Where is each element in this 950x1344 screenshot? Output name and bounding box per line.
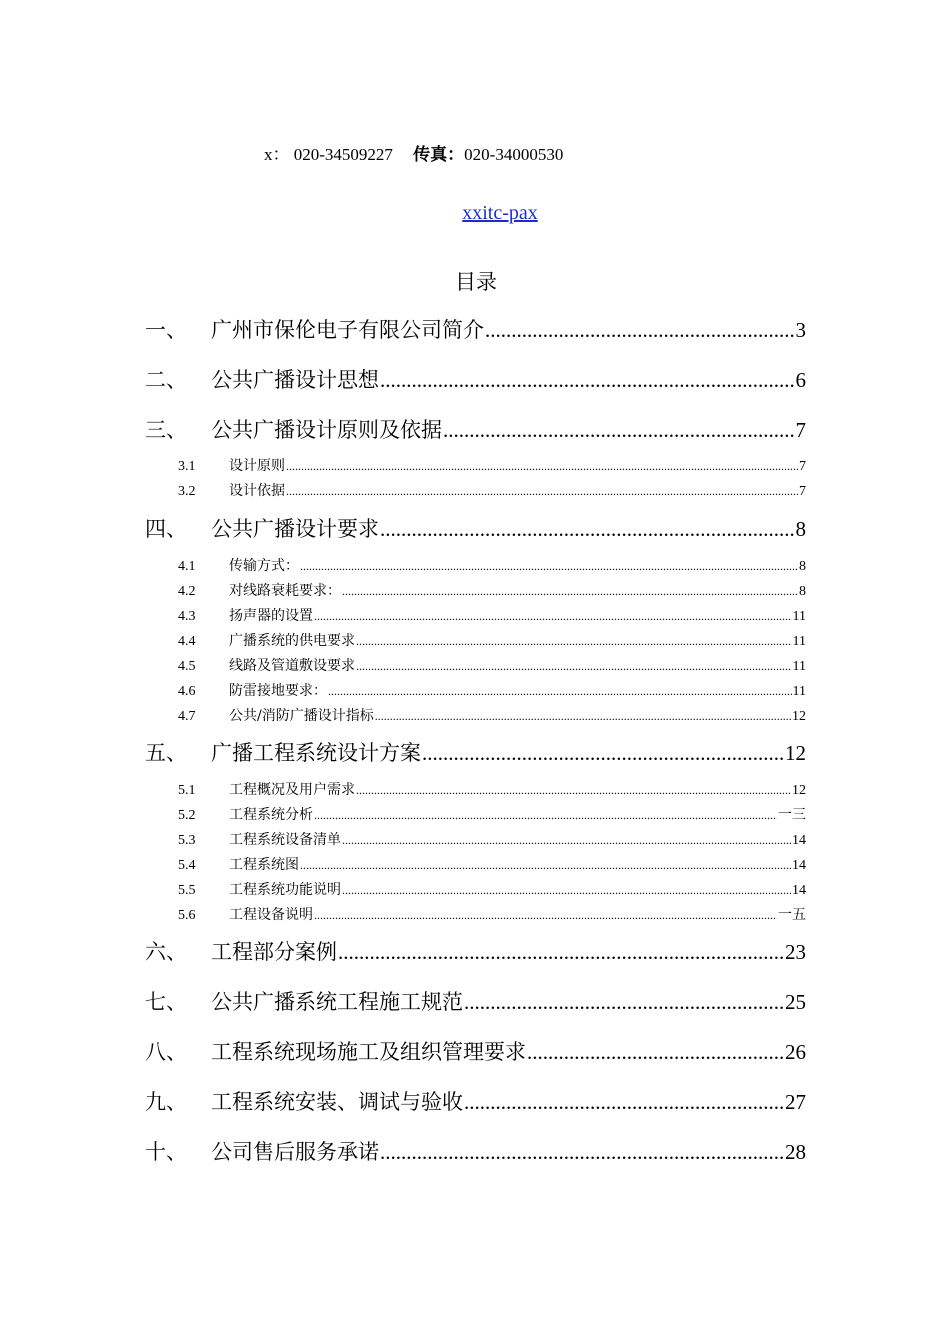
toc-subentry[interactable] [178,555,806,575]
dot-leader [380,368,795,393]
toc-entry[interactable] [145,1136,806,1166]
toc-page: 25 [785,990,806,1014]
toc-subentry[interactable] [178,829,806,849]
toc-entry[interactable] [145,737,806,767]
toc-title-text: 广播系统的供电要求 [229,633,355,649]
toc-title-text: 工程系统图 [229,857,299,873]
toc-entry[interactable] [145,414,806,444]
toc-number: 5.4 [178,858,196,873]
toc-number: 3.1 [178,459,196,474]
dot-leader [328,684,792,699]
toc-title-text: 防雷接地要求： [229,683,327,699]
toc-number: 5.3 [178,833,196,848]
toc-page: 27 [785,1090,806,1114]
toc-title-text: 公共/消防广播设计指标 [229,708,374,724]
toc-page: 8 [799,559,806,574]
toc-title-text: 设计依据 [229,483,285,499]
toc-number: 5.2 [178,808,196,823]
dot-leader [380,517,795,542]
dot-leader [356,659,792,674]
toc-number: 七、 [145,990,187,1014]
toc-page: 12 [792,709,806,724]
dot-leader [375,709,791,724]
toc-subentry[interactable] [178,705,806,725]
toc-entry[interactable] [145,1036,806,1066]
toc-number: 五、 [145,741,187,765]
toc-page: 8 [795,517,806,541]
toc-subentry[interactable] [178,655,806,675]
dot-leader [464,990,784,1015]
toc-subentry[interactable] [178,455,806,475]
dot-leader [300,559,798,574]
dot-leader [485,318,795,343]
toc-subentry[interactable] [178,779,806,799]
toc-number: 三、 [145,418,187,442]
toc-title-text: 工程系统设备清单 [229,832,341,848]
toc-subentry[interactable] [178,480,806,500]
toc-title-text: 公共广播设计思想 [211,368,379,392]
toc-title-text: 公司售后服务承诺 [211,1140,379,1164]
toc-page: 14 [792,833,806,848]
toc-page: 7 [799,484,806,499]
toc-title-text: 工程系统现场施工及组织管理要求 [211,1040,526,1064]
toc-title-text: 广播工程系统设计方案 [211,741,421,765]
dot-leader [527,1040,784,1065]
dot-leader [314,609,792,624]
toc-entry[interactable] [145,1086,806,1116]
toc-number: 5.1 [178,783,196,798]
toc-page: 7 [795,418,806,442]
toc-number: 3.2 [178,484,196,499]
toc-title-text: 工程系统安装、调试与验收 [211,1090,463,1114]
toc-number: 4.7 [178,709,196,724]
toc-page: 11 [792,684,806,699]
dot-leader [314,908,777,923]
toc-number: 4.5 [178,659,196,674]
toc-title-text: 扬声器的设置 [229,608,313,624]
toc-page: 12 [785,741,806,765]
toc-page: 26 [785,1040,806,1064]
toc-title-text: 公共广播设计原则及依据 [211,418,442,442]
toc-page: 12 [792,783,806,798]
toc-title-text: 广州市保伦电子有限公司简介 [211,318,484,342]
contact-line [264,140,563,165]
toc-page: 8 [799,584,806,599]
toc-number: 4.6 [178,684,196,699]
toc-title-text: 公共广播系统工程施工规范 [211,990,463,1014]
toc-page: 11 [792,609,806,624]
toc-page: 3 [795,318,806,342]
toc-number: 一、 [145,318,187,342]
toc-number: 4.2 [178,584,196,599]
toc-entry[interactable] [145,364,806,394]
dot-leader [342,883,791,898]
toc-page: 11 [792,634,806,649]
dot-leader [338,940,784,965]
toc-entry[interactable] [145,314,806,344]
toc-entry[interactable] [145,936,806,966]
toc-number: 二、 [145,368,187,392]
toc-number: 十、 [145,1140,187,1164]
toc-number: 5.5 [178,883,196,898]
toc-number: 4.3 [178,609,196,624]
toc-number: 八、 [145,1040,187,1064]
dot-leader [356,783,791,798]
toc-subentry[interactable] [178,580,806,600]
toc-number: 5.6 [178,908,196,923]
toc-subentry[interactable] [178,605,806,625]
phone-prefix: x： [264,145,290,164]
toc-page: 6 [795,368,806,392]
toc-page: 一五 [778,907,806,923]
toc-title-text: 工程系统功能说明 [229,882,341,898]
dot-leader [314,808,777,823]
toc-title-text: 工程部分案例 [211,940,337,964]
toc-number: 4.1 [178,559,196,574]
toc-number: 六、 [145,940,187,964]
toc-title-text: 对线路衰耗要求： [229,583,341,599]
dot-leader [356,634,792,649]
toc-page: 14 [792,883,806,898]
dot-leader [380,1140,784,1165]
fax-label: 传真： [413,145,465,165]
toc-page: 23 [785,940,806,964]
toc-subentry[interactable] [178,630,806,650]
dot-leader [464,1090,784,1115]
toc-page: 14 [792,858,806,873]
dot-leader [342,833,791,848]
toc-page: 11 [792,659,806,674]
phone-number: 020-34509227 [293,145,393,164]
toc-title-text: 传输方式： [229,558,299,574]
toc-page: 7 [799,459,806,474]
toc-number: 四、 [145,517,187,541]
dot-leader [286,484,798,499]
dot-leader [342,584,798,599]
fax-number: 020-34000530 [464,145,564,164]
toc-title-text: 设计原则 [229,458,285,474]
toc-subentry[interactable] [178,680,806,700]
toc-page: 28 [785,1140,806,1164]
toc-title-text: 工程概况及用户需求 [229,782,355,798]
toc-number: 4.4 [178,634,196,649]
toc-title-text: 线路及管道敷设要求 [229,658,355,674]
toc-subentry[interactable] [178,879,806,899]
dot-leader [300,858,791,873]
website-link[interactable]: xxitc-pax [462,202,538,224]
dot-leader [443,418,795,443]
toc-subentry[interactable] [178,854,806,874]
toc-title-text: 工程设备说明 [229,907,313,923]
toc-title-text: 工程系统分析 [229,807,313,823]
toc-page: 一三 [778,807,806,823]
toc-number: 九、 [145,1090,187,1114]
toc-subentry[interactable] [178,804,806,824]
toc-entry[interactable] [145,513,806,543]
dot-leader [422,741,784,766]
dot-leader [286,459,798,474]
toc-title-text: 公共广播设计要求 [211,517,379,541]
toc-subentry[interactable] [178,904,806,924]
toc-title: 目录 [455,270,497,294]
toc-entry[interactable] [145,986,806,1016]
